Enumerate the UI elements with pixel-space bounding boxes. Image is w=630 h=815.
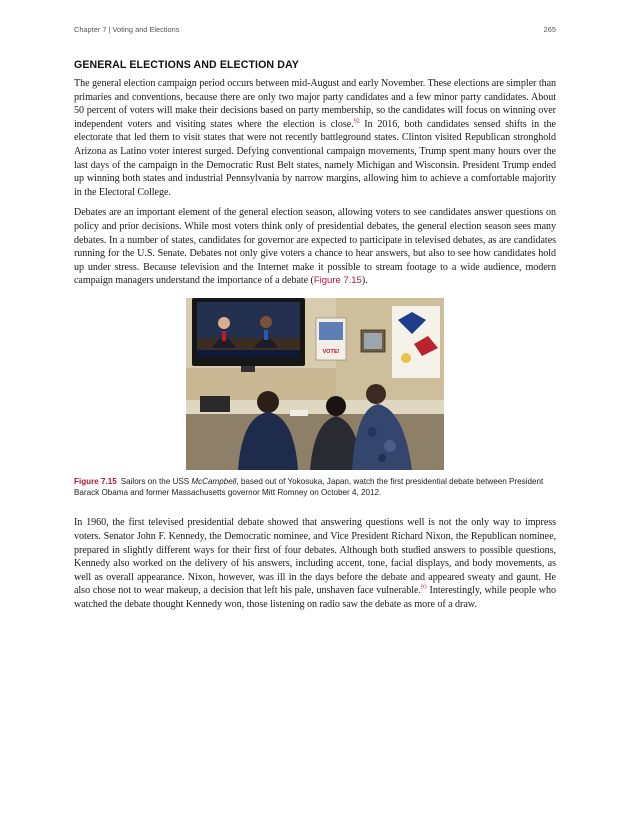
figure-caption [74, 476, 556, 498]
footnote-link-93[interactable]: 93 [420, 584, 427, 591]
paragraph-text: The general election campaign period occurs between mid-August and early November. These elections are simpler than primaries and conventions, because there are only two major party candidates and a few minor party candidates. About 50 percent of voters will make their decisions based on party membership, so the candidates will focus on winning over independent voters and visiting states where the election is close. [74, 78, 556, 130]
paragraph-text: Debates are an important element of the general election season, allowing voters to see candidates answer questions on policy and prior decisions. While most voters think only of presidential debates, the general election season sees many debates. In a number of states, candidates for governor are expected to participate in televised debates, as are candidates running for the U.S. Senate. Debates not only give voters a chance to hear answers, but also to see how candidates hold up under stress. Because television and the Internet make it possible to stream footage to a wide audience, modern campaign managers understand the importance of a debate ( [74, 207, 556, 287]
main-content [74, 59, 556, 618]
page-number: 265 [543, 25, 556, 34]
caption-text: , based out of Yokosuka, Japan, watch the first presidential debate between President Barack Obama and former Massachusetts governor Mitt Romney on October 4, 2012. [74, 476, 544, 498]
paragraph-text: ). [361, 275, 368, 287]
paragraph-text: In 2016, both candidates sensed shifts in the electorate that led them to visit states that were not recently battleground states. Clinton visited Republican stronghold Arizona as Latino voter interest surged. Defying conventional campaign movements, Trump spent many hours over the last days of the campaign in the Democratic Rust Belt states, namely Michigan and Wisconsin. President Trump ended up winning both states and industrial Pennsylvania by narrow margins, allowing him to achieve a comfortable majority in the Electoral College. [74, 118, 556, 198]
figure-ref-link[interactable]: Figure 7.15 [313, 275, 362, 287]
paragraph-debates [74, 206, 556, 288]
figure [74, 298, 556, 470]
paragraph-1960-debate [74, 516, 556, 611]
paragraph-text: Interestingly, while people who watched the debate thought Kennedy won, those listening on radio saw the debate as more of a draw. [74, 585, 557, 610]
page-header [74, 25, 556, 34]
footnote-link-92[interactable]: 92 [353, 118, 360, 125]
debate-photo [186, 298, 444, 470]
figure-label: Figure 7.15 [74, 476, 117, 486]
chapter-title: Chapter 7 | Voting and Elections [74, 25, 180, 34]
paragraph-general-election [74, 77, 556, 199]
poster-text: VOTE! [322, 348, 340, 355]
caption-text: Sailors on the USS [120, 476, 192, 486]
section-heading: GENERAL ELECTIONS AND ELECTION DAY [74, 59, 299, 71]
ship-name: McCampbell [191, 476, 237, 486]
paragraph-text: In 1960, the first televised presidential debate showed that answering questions well is not the only way to impress voters. Senator John F. Kennedy, the Democratic nominee, and Vice President Richard Nixon, the Republican nominee, prepared in slightly different ways for their first of four debates. Although both studied answers to possible questions, Kennedy also worked on the delivery of his answers, including accent, tone, facial displays, and body movements, as well as overall appearance. Nixon, however, was ill in the days before the debate and appeared sweaty and gaunt. He also chose not to wear makeup, a decision that left his pale, unshaven face vulnerable. [74, 517, 556, 597]
